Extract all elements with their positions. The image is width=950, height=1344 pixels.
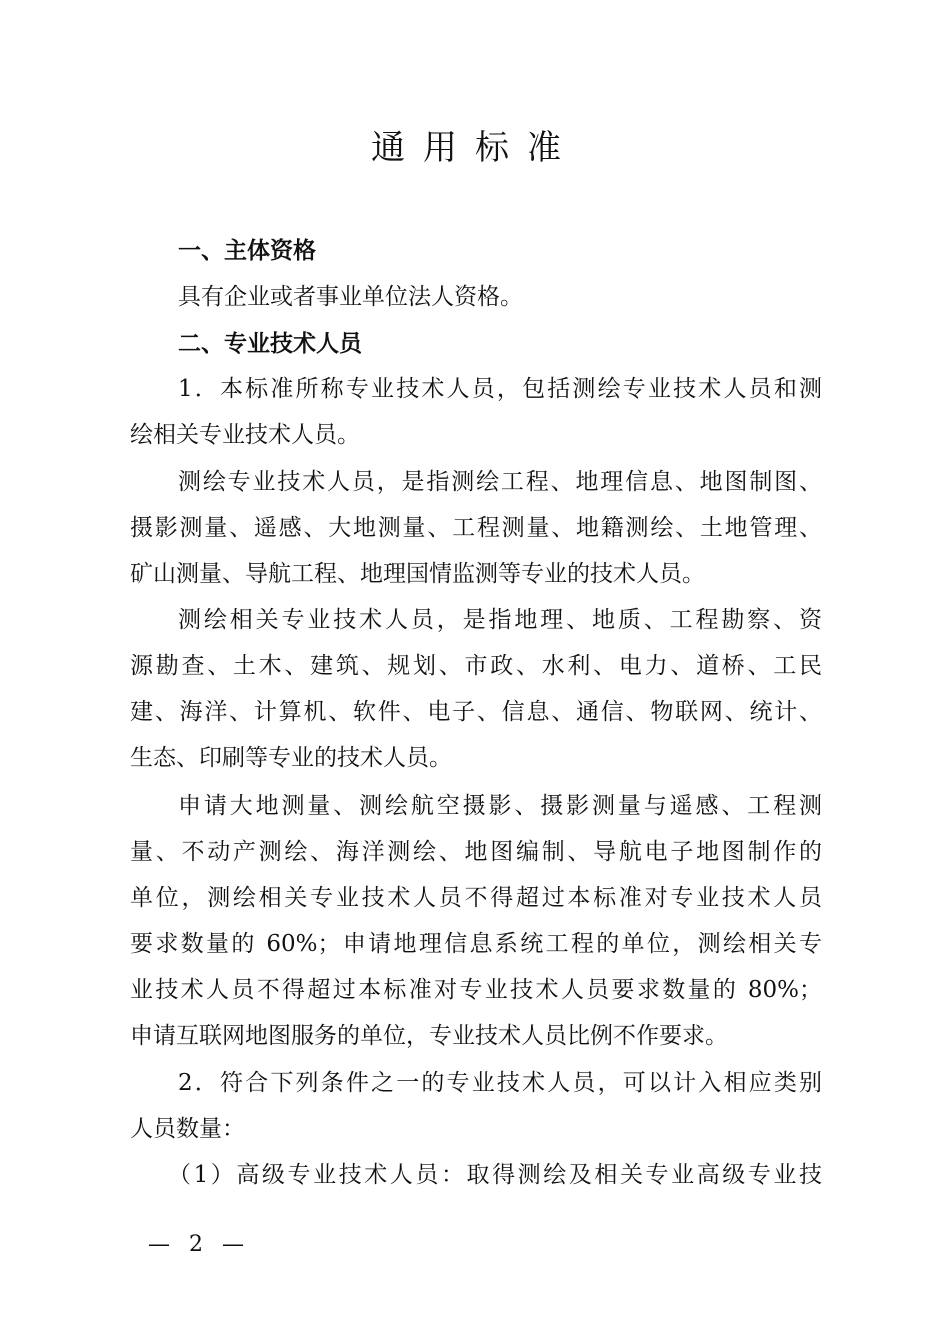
section-heading: 二、专业技术人员 — [178, 331, 362, 357]
paragraph-line: 测绘专业技术人员，是指测绘工程、地理信息、地图制图、 — [178, 469, 822, 495]
paragraph-line: 单位，测绘相关专业技术人员不得超过本标准对专业技术人员 — [130, 885, 822, 911]
paragraph-line: 源勘查、土木、建筑、规划、市政、水利、电力、道桥、工民 — [130, 653, 822, 679]
document-title: 通用标准 — [371, 128, 579, 168]
paragraph-line: 量、不动产测绘、海洋测绘、地图编制、导航电子地图制作的 — [130, 839, 822, 865]
page-number: — 2 — — [148, 1232, 250, 1257]
paragraph-line: 绘相关专业技术人员。 — [130, 422, 360, 448]
paragraph-line: 申请大地测量、测绘航空摄影、摄影测量与遥感、工程测 — [178, 793, 822, 819]
paragraph-line: 2．符合下列条件之一的专业技术人员，可以计入相应类别 — [178, 1070, 822, 1096]
paragraph-line: 业技术人员不得超过本标准对专业技术人员要求数量的 80%； — [130, 977, 822, 1003]
paragraph-line: 1．本标准所称专业技术人员，包括测绘专业技术人员和测 — [178, 376, 822, 402]
paragraph-line: 申请互联网地图服务的单位，专业技术人员比例不作要求。 — [130, 1023, 728, 1049]
section-heading: 一、主体资格 — [178, 238, 316, 264]
paragraph-line: 矿山测量、导航工程、地理国情监测等专业的技术人员。 — [130, 561, 705, 587]
paragraph-line: （1）高级专业技术人员：取得测绘及相关专业高级专业技 — [168, 1162, 822, 1188]
paragraph-line: 要求数量的 60%；申请地理信息系统工程的单位，测绘相关专 — [130, 931, 822, 957]
paragraph-line: 生态、印刷等专业的技术人员。 — [130, 745, 452, 771]
paragraph-line: 摄影测量、遥感、大地测量、工程测量、地籍测绘、土地管理、 — [130, 515, 822, 541]
paragraph-line: 测绘相关专业技术人员，是指地理、地质、工程勘察、资 — [178, 607, 822, 633]
paragraph-line: 建、海洋、计算机、软件、电子、信息、通信、物联网、统计、 — [130, 699, 822, 725]
paragraph-line: 人员数量： — [130, 1116, 245, 1142]
paragraph-line: 具有企业或者事业单位法人资格。 — [178, 284, 523, 310]
